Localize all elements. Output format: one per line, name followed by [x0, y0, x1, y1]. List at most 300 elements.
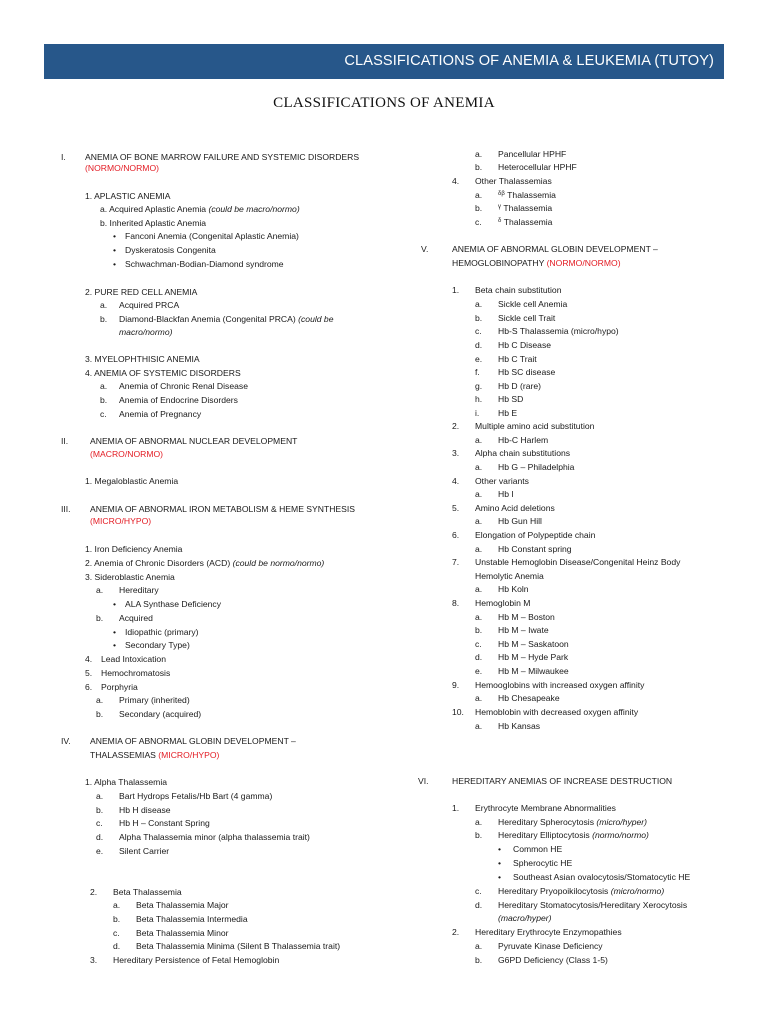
outline-text: Hb Constant spring	[498, 544, 572, 554]
outline-text: V.	[421, 244, 429, 254]
outline-line	[119, 709, 201, 720]
outline-text: 1. Iron Deficiency Anemia	[85, 544, 183, 554]
outline-line	[475, 421, 594, 432]
outline-text: Pyruvate Kinase Deficiency	[498, 941, 603, 951]
outline-line	[85, 654, 92, 665]
outline-text: Unstable Hemoglobin Disease/Congenital Heinz Body	[475, 557, 681, 567]
outline-line	[101, 682, 138, 693]
outline-text: d.	[113, 941, 121, 951]
banner-title: CLASSIFICATIONS OF ANEMIA & LEUKEMIA (TUTOY)	[344, 53, 714, 69]
outline-text: Primary (inherited)	[119, 695, 190, 705]
outline-line	[85, 368, 241, 379]
outline-text: Beta Thalassemia Intermedia	[136, 914, 248, 924]
outline-line	[475, 203, 482, 214]
outline-text: 1.	[452, 803, 460, 813]
outline-text: h.	[475, 394, 483, 404]
outline-text: a.	[475, 544, 483, 554]
outline-text: Thalassemia	[504, 190, 556, 200]
outline-text: Hb-S Thalassemia (micro/hypo)	[498, 326, 619, 336]
outline-line	[61, 504, 71, 515]
outline-line	[475, 721, 482, 732]
outline-line	[96, 846, 103, 857]
outline-line	[475, 381, 482, 392]
outline-text: Hemooglobins with increased oxygen affinity	[475, 680, 645, 690]
outline-text: Diamond-Blackfan Anemia (Congenital PRCA)	[119, 314, 299, 324]
outline-text: Beta Thalassemia Minor	[136, 928, 229, 938]
outline-text: δ	[498, 218, 502, 224]
outline-text: Other Thalassemias	[475, 176, 552, 186]
outline-text: Hb I	[498, 489, 514, 499]
outline-line	[452, 707, 464, 718]
outline-line	[498, 217, 552, 228]
outline-text: Fanconi Anemia (Congenital Aplastic Anemia)	[125, 231, 299, 241]
outline-text: Erythrocyte Membrane Abnormalities	[475, 803, 616, 813]
outline-line	[101, 668, 170, 679]
outline-line	[475, 941, 482, 952]
outline-line	[100, 395, 107, 406]
outline-text: b.	[113, 914, 121, 924]
outline-line	[125, 599, 221, 610]
outline-text: Sickle cell Trait	[498, 313, 556, 323]
outline-line	[96, 613, 103, 624]
outline-text: b.	[475, 162, 483, 172]
outline-line	[100, 300, 107, 311]
outline-line	[113, 259, 116, 270]
outline-text: 5.	[452, 503, 460, 513]
outline-text: Secondary Type)	[125, 640, 190, 650]
outline-text: a.	[475, 299, 483, 309]
outline-text: d.	[475, 340, 483, 350]
outline-line	[136, 900, 229, 911]
outline-text: b.	[96, 805, 104, 815]
outline-line	[119, 818, 210, 829]
outline-text: 4.	[452, 476, 460, 486]
outline-text: Hb H – Constant Spring	[119, 818, 210, 828]
outline-line	[498, 313, 555, 324]
outline-text: 2. PURE RED CELL ANEMIA	[85, 287, 198, 297]
outline-text: Acquired	[119, 613, 153, 623]
outline-text: b.	[100, 314, 108, 324]
outline-line	[475, 408, 479, 419]
outline-text: Hb SD	[498, 394, 524, 404]
outline-line	[113, 914, 120, 925]
outline-text: a. Acquired Aplastic Anemia	[100, 204, 209, 214]
outline-line	[90, 504, 355, 515]
outline-line	[475, 817, 482, 828]
outline-text: c.	[96, 818, 103, 828]
outline-text: 1.	[452, 285, 460, 295]
outline-text: (micro/hyper)	[596, 817, 648, 827]
outline-line	[119, 846, 169, 857]
outline-line	[136, 914, 248, 925]
outline-line	[119, 832, 310, 843]
outline-text: Beta Thalassemia Major	[136, 900, 229, 910]
outline-text: (macro/hyper)	[498, 913, 552, 923]
outline-text: e.	[96, 846, 104, 856]
outline-line	[498, 190, 556, 201]
outline-line	[452, 448, 459, 459]
outline-line	[85, 191, 171, 202]
outline-line	[498, 516, 542, 527]
outline-text: 4.	[452, 176, 460, 186]
outline-line	[125, 259, 284, 270]
outline-text: c.	[475, 326, 482, 336]
outline-text: g.	[475, 381, 483, 391]
outline-text: ANEMIA OF ABNORMAL NUCLEAR DEVELOPMENT	[90, 436, 298, 446]
outline-line	[85, 152, 359, 163]
outline-text: (could be normo/normo)	[232, 558, 325, 568]
outline-line	[498, 408, 517, 419]
outline-line	[85, 476, 178, 487]
outline-line	[452, 503, 459, 514]
outline-line	[113, 599, 116, 610]
outline-line	[96, 805, 103, 816]
outline-line	[100, 314, 107, 325]
outline-line	[85, 354, 200, 365]
outline-line	[113, 900, 120, 911]
outline-text: a.	[475, 190, 483, 200]
outline-line	[475, 544, 482, 555]
outline-line	[85, 287, 197, 298]
outline-text: Hb-C Harlem	[498, 435, 549, 445]
outline-text: Spherocytic HE	[513, 858, 573, 868]
outline-text: b.	[96, 613, 104, 623]
outline-text: a.	[100, 300, 108, 310]
outline-text: Hemolytic Anemia	[475, 571, 544, 581]
outline-line	[498, 625, 549, 636]
outline-text: Beta Thalassemia Minima (Silent B Thalassemia trait)	[136, 941, 341, 951]
outline-line	[475, 448, 570, 459]
outline-line	[475, 326, 482, 337]
outline-line	[498, 381, 541, 392]
outline-text: ANEMIA OF ABNORMAL IRON METABOLISM & HEME SYNTHESIS	[90, 504, 356, 514]
outline-text: Hb E	[498, 408, 518, 418]
outline-line	[452, 176, 459, 187]
outline-text: 2.	[452, 421, 460, 431]
outline-line	[498, 489, 514, 500]
outline-line	[475, 476, 529, 487]
classification-tag: (NORMO/NORMO)	[546, 258, 621, 268]
outline-line	[498, 941, 603, 952]
outline-line	[452, 285, 459, 296]
outline-text: Hb Chesapeake	[498, 693, 560, 703]
outline-text: a.	[475, 149, 483, 159]
outline-text: •	[113, 599, 117, 609]
outline-text: 2.	[90, 887, 98, 897]
outline-line	[475, 612, 482, 623]
outline-line	[498, 544, 572, 555]
outline-line	[85, 558, 324, 569]
outline-line	[113, 941, 120, 952]
outline-line	[119, 395, 238, 406]
outline-text: Hb Koln	[498, 584, 529, 594]
outline-text: b.	[475, 830, 483, 840]
outline-text: ANEMIA OF BONE MARROW FAILURE AND SYSTEMIC DISORDERS	[85, 152, 360, 162]
outline-line	[452, 598, 459, 609]
outline-line	[113, 245, 116, 256]
outline-line	[498, 354, 537, 365]
outline-line	[475, 830, 482, 841]
classification-tag: (MICRO/HYPO)	[90, 516, 152, 526]
outline-text: Hereditary Erythrocyte Enzymopathies	[475, 927, 622, 937]
outline-line	[452, 927, 459, 938]
outline-text: ANEMIA OF ABNORMAL GLOBIN DEVELOPMENT –	[452, 244, 658, 254]
outline-text: Alpha Thalassemia minor (alpha thalassemia trait)	[119, 832, 310, 842]
outline-text: Hemoblobin with decreased oxygen affinity	[475, 707, 639, 717]
outline-line	[475, 557, 680, 568]
outline-line	[61, 152, 66, 163]
outline-text: Hb SC disease	[498, 367, 556, 377]
outline-text: Heterocellular HPHF	[498, 162, 577, 172]
outline-text: 10.	[452, 707, 464, 717]
outline-line	[452, 530, 459, 541]
outline-line	[475, 516, 482, 527]
outline-line	[475, 299, 482, 310]
outline-text: a.	[475, 693, 483, 703]
outline-line	[498, 652, 568, 663]
outline-line	[475, 190, 482, 201]
outline-line	[119, 409, 201, 420]
outline-line	[498, 693, 560, 704]
outline-text: b.	[96, 709, 104, 719]
outline-text: a.	[475, 612, 483, 622]
outline-text: 3.	[452, 448, 460, 458]
outline-line	[100, 218, 206, 229]
outline-text: 2. Anemia of Chronic Disorders (ACD)	[85, 558, 233, 568]
outline-line	[498, 162, 577, 173]
outline-text: Hb C Trait	[498, 354, 537, 364]
outline-text: a.	[475, 435, 483, 445]
classification-tag: (MACRO/NORMO)	[90, 449, 164, 459]
outline-text: Beta Thalassemia	[113, 887, 182, 897]
outline-text: δβ	[498, 191, 505, 197]
outline-line	[452, 803, 459, 814]
outline-line	[475, 354, 482, 365]
outline-line	[475, 313, 482, 324]
outline-text: Thalassemia	[501, 203, 553, 213]
outline-text: Hereditary Stomatocytosis/Hereditary Xerocytosis	[498, 900, 688, 910]
outline-text: Southeast Asian ovalocytosis/Stomatocytic HE	[513, 872, 691, 882]
outline-text: (micro/normo)	[610, 886, 665, 896]
outline-text: THALASSEMIAS	[90, 750, 159, 760]
outline-text: γ	[498, 204, 501, 210]
outline-text: Hb Gun Hill	[498, 516, 542, 526]
outline-text: c.	[100, 409, 107, 419]
outline-text: (normo/normo)	[592, 830, 649, 840]
outline-line	[119, 314, 333, 325]
outline-line	[498, 584, 529, 595]
outline-text: Hb Kansas	[498, 721, 541, 731]
outline-line	[498, 367, 555, 378]
outline-line	[475, 625, 482, 636]
outline-text: Hb M – Milwaukee	[498, 666, 569, 676]
outline-line	[498, 900, 687, 911]
outline-text: Alpha chain substitutions	[475, 448, 571, 458]
outline-text: a.	[96, 585, 104, 595]
outline-line	[113, 955, 279, 966]
outline-text: (could be macro/normo)	[208, 204, 300, 214]
outline-text: Hb M – Boston	[498, 612, 555, 622]
outline-line	[101, 654, 166, 665]
outline-line	[475, 176, 552, 187]
outline-text: 8.	[452, 598, 460, 608]
outline-text: c.	[475, 639, 482, 649]
outline-text: e.	[475, 354, 483, 364]
outline-line	[498, 149, 566, 160]
outline-line	[96, 709, 103, 720]
outline-line	[498, 299, 567, 310]
outline-line	[475, 900, 482, 911]
outline-line	[475, 652, 482, 663]
outline-text: a.	[96, 791, 104, 801]
outline-text: G6PD Deficiency (Class 1-5)	[498, 955, 608, 965]
outline-line	[498, 830, 649, 841]
outline-line	[452, 776, 672, 787]
outline-text: HEREDITARY ANEMIAS OF INCREASE DESTRUCTION	[452, 776, 673, 786]
outline-text: b.	[475, 955, 483, 965]
outline-line	[475, 462, 482, 473]
outline-line	[100, 204, 300, 215]
page-title: CLASSIFICATIONS OF ANEMIA	[273, 95, 495, 111]
outline-line	[475, 955, 482, 966]
outline-text: c.	[475, 886, 482, 896]
outline-text: •	[498, 872, 502, 882]
outline-text: b. Inherited Aplastic Anemia	[100, 218, 207, 228]
outline-line	[85, 163, 159, 174]
outline-line	[119, 613, 153, 624]
outline-text: e.	[475, 666, 483, 676]
outline-line	[475, 530, 595, 541]
outline-line	[421, 244, 428, 255]
outline-text: 6.	[85, 682, 93, 692]
outline-line	[61, 436, 68, 447]
outline-text: d.	[475, 652, 483, 662]
outline-text: a.	[475, 462, 483, 472]
outline-text: 5.	[85, 668, 93, 678]
outline-text: •	[498, 844, 502, 854]
outline-text: Hb H disease	[119, 805, 171, 815]
outline-text: 3.	[90, 955, 98, 965]
outline-line	[90, 955, 97, 966]
outline-line	[418, 776, 429, 787]
outline-text: Dyskeratosis Congenita	[125, 245, 216, 255]
outline-line	[498, 340, 551, 351]
outline-text: ALA Synthase Deficiency	[125, 599, 222, 609]
outline-line	[452, 421, 459, 432]
outline-line	[475, 598, 530, 609]
outline-line	[475, 707, 638, 718]
outline-text: VI.	[418, 776, 429, 786]
outline-line	[475, 149, 482, 160]
outline-line	[475, 503, 555, 514]
outline-line	[119, 585, 159, 596]
outline-text: •	[113, 245, 117, 255]
outline-line	[498, 844, 501, 855]
outline-text: Sickle cell Anemia	[498, 299, 568, 309]
outline-line	[125, 245, 216, 256]
outline-line	[96, 585, 103, 596]
outline-line	[119, 381, 248, 392]
outline-text: i.	[475, 408, 480, 418]
outline-text: f.	[475, 367, 480, 377]
outline-line	[96, 832, 103, 843]
outline-text: Hb D (rare)	[498, 381, 541, 391]
outline-text: Porphyria	[101, 682, 138, 692]
outline-text: a.	[96, 695, 104, 705]
outline-text: I.	[61, 152, 66, 162]
outline-text: Silent Carrier	[119, 846, 170, 856]
outline-line	[475, 217, 482, 228]
outline-line	[100, 381, 107, 392]
outline-line	[85, 668, 92, 679]
outline-line	[498, 721, 540, 732]
outline-line	[119, 791, 272, 802]
outline-text: a.	[113, 900, 121, 910]
outline-line	[498, 858, 501, 869]
outline-line	[113, 231, 116, 242]
outline-line	[452, 244, 658, 255]
outline-text: II.	[61, 436, 69, 446]
outline-text: b.	[100, 395, 108, 405]
outline-text: a.	[100, 381, 108, 391]
outline-text: Multiple amino acid substitution	[475, 421, 595, 431]
outline-text: Schwachman-Bodian-Diamond syndrome	[125, 259, 284, 269]
outline-text: HEMOGLOBINOPATHY	[452, 258, 547, 268]
outline-text: d.	[475, 900, 483, 910]
classification-tag: (NORMO/NORMO)	[85, 163, 159, 173]
outline-text: •	[113, 259, 117, 269]
outline-line	[513, 858, 572, 869]
outline-line	[475, 680, 644, 691]
outline-text: a.	[475, 584, 483, 594]
outline-text: (could be	[298, 314, 334, 324]
outline-line	[119, 805, 171, 816]
outline-text: •	[498, 858, 502, 868]
outline-text: Anemia of Pregnancy	[119, 409, 202, 419]
outline-line	[498, 872, 501, 883]
outline-text: 1. Megaloblastic Anemia	[85, 476, 179, 486]
outline-text: b.	[475, 313, 483, 323]
outline-line	[452, 680, 459, 691]
outline-line	[85, 572, 175, 583]
outline-line	[85, 777, 167, 788]
outline-line	[475, 340, 482, 351]
outline-line	[513, 844, 562, 855]
outline-text: a.	[475, 489, 483, 499]
outline-text: 1. APLASTIC ANEMIA	[85, 191, 171, 201]
outline-text: macro/normo)	[119, 327, 173, 337]
outline-text: 3. Sideroblastic Anemia	[85, 572, 175, 582]
outline-text: Anemia of Endocrine Disorders	[119, 395, 238, 405]
outline-text: III.	[61, 504, 71, 514]
outline-text: Hb M – Hyde Park	[498, 652, 569, 662]
outline-text: 4. ANEMIA OF SYSTEMIC DISORDERS	[85, 368, 241, 378]
outline-line	[475, 584, 482, 595]
outline-line	[475, 394, 482, 405]
outline-text: a.	[475, 516, 483, 526]
outline-line	[452, 476, 459, 487]
outline-text: a.	[475, 721, 483, 731]
outline-text: c.	[113, 928, 120, 938]
outline-line	[475, 886, 482, 897]
outline-line	[119, 695, 190, 706]
header-banner	[44, 44, 724, 79]
outline-text: Elongation of Polypeptide chain	[475, 530, 596, 540]
outline-line	[475, 162, 482, 173]
outline-line	[498, 326, 619, 337]
outline-line	[90, 750, 219, 761]
outline-text: Acquired PRCA	[119, 300, 180, 310]
